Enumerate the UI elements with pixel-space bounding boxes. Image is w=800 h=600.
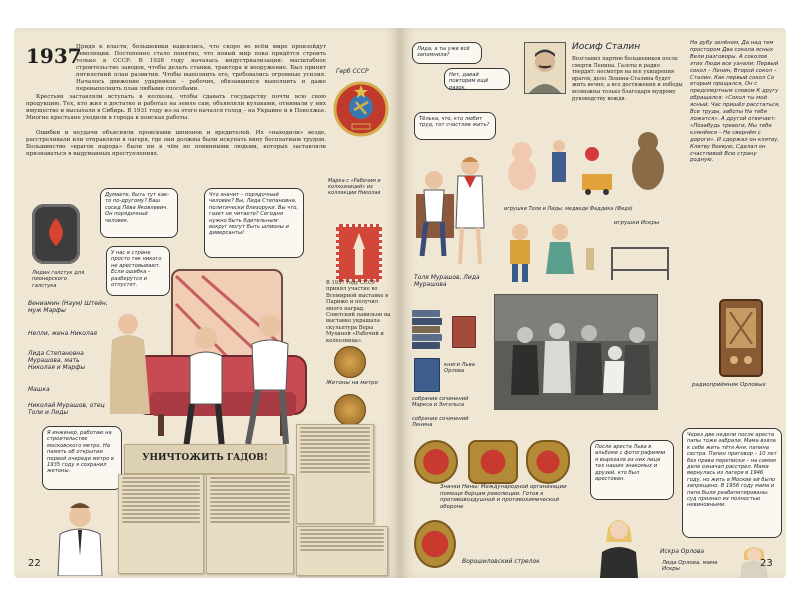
family-photo bbox=[494, 294, 658, 410]
tie-label: Лидин галстук для пионерского галстука bbox=[32, 270, 85, 289]
worker-and-kolkhoz-woman-icon bbox=[339, 227, 379, 279]
song-about-falcons: На дубу зелёном, Да над тем простором Два сокола ясных Вели разговоры. А соколов этих Люди все узнали: Первый сокол – Ленин, Второй сокол – Сталин. Как первый сокол Со вторым прощался, Он с предсмертным словом К другу обращался: «Сокол ты мой ясный, Час пришёл расстаться, Все труды, заботы На тебя ложатся». А другой отвечает: «Позабудь тревоги, Мы тебе клянёмся – Не свернём с дороги». И сдержал он клятву, Клятву боевую, Сделал он счастливой Всю страну родную. bbox=[690, 40, 780, 164]
stalin-description: Возглавил партию большевиков после смерти Ленина. Газеты и радио твердят: несмотря на все ухищрения врагов, дело Ленина-Сталина будет жить вечно, а все достижения и победы возможны только благодаря мудрому руководству вождя. bbox=[572, 56, 683, 102]
speech-bubble-photo-album: После ареста Льва в альбоме с фотографиями я вырезала из них лица тех наших знакомых и друзей, кто был арестован. bbox=[590, 440, 674, 500]
newspaper-column-1 bbox=[118, 474, 204, 574]
mopr-badge bbox=[414, 440, 458, 484]
stalin-portrait bbox=[524, 42, 566, 94]
speech-bubble-vigilance: Что значит – порядочный человек? Вы, Лида Степановна, политически близоруки. Вы что, газет не читаете? Сегодня нужно быть бдительным: вокруг могут быть шпионы и диверсанты! bbox=[204, 188, 304, 258]
name-nikolai: Николай Мурашов, отец Толи и Лиды bbox=[28, 402, 105, 416]
newspaper-column-3 bbox=[296, 424, 374, 524]
speech-bubble-tolya-question: Тёлька, что, кто любит труд, тот счастлив жить? bbox=[414, 112, 496, 140]
newspaper-headline: УНИЧТОЖИТЬ ГАДОВ! bbox=[142, 453, 268, 463]
book-5 bbox=[412, 342, 440, 349]
iskra-toys-illustration bbox=[502, 218, 674, 288]
speech-bubble-tolya-repeat: Нет, давай повторим ещё разок. bbox=[444, 68, 510, 90]
radio-receiver-icon bbox=[718, 298, 764, 378]
badges-label: Значки Нины: Международной организации помощи борцам революции. Готов к противовоздушной и противохимической обороне bbox=[440, 484, 567, 510]
toys-label: игрушки Толи и Лиды: медведи Фаддика (Федя) bbox=[504, 206, 633, 212]
tolya-and-lida-illustration bbox=[414, 144, 494, 272]
right-page bbox=[400, 28, 786, 578]
page-number-left: 22 bbox=[28, 558, 41, 569]
voroshilov-shooter-badge bbox=[414, 520, 456, 568]
iskra-toys-label: игрушки Искры bbox=[614, 220, 660, 226]
pioneer-fire-icon bbox=[32, 204, 80, 264]
tokens-label: Жетоны на метро bbox=[326, 380, 378, 386]
metro-token-1 bbox=[334, 346, 366, 378]
gto-badge bbox=[526, 440, 570, 484]
gerb-label: Герб СССР bbox=[336, 68, 369, 75]
speech-bubble-arrest: У нас в стране просто так никого не арестовывают. Если ошибка – разберутся и отпустят. bbox=[106, 246, 170, 296]
book-blue bbox=[414, 358, 440, 392]
iskra-orlova-label: Искра Орлова bbox=[660, 548, 705, 555]
books-label-lenin: собрание сочинений Ленина bbox=[412, 416, 469, 429]
book-3 bbox=[412, 326, 440, 333]
family-photo-figures bbox=[495, 295, 657, 409]
page-number-right: 23 bbox=[760, 558, 773, 569]
lida-orlova-illustration bbox=[594, 512, 644, 578]
book-red bbox=[452, 316, 476, 348]
radio-label: радиоприёмник Орловых bbox=[692, 382, 766, 388]
left-page bbox=[14, 28, 400, 578]
sniper-label: Ворошиловский стрелок bbox=[462, 558, 540, 565]
newspaper-column-4 bbox=[296, 526, 388, 576]
name-nelli: Нелли, жена Николая bbox=[28, 330, 98, 337]
pvho-badge bbox=[468, 440, 518, 484]
name-mashka: Машка bbox=[28, 386, 50, 393]
stalin-title: Иосиф Сталин bbox=[572, 42, 641, 52]
kids-label: Толя Мурашов, Лида Мурашова bbox=[414, 274, 480, 288]
year-heading: 1937 bbox=[26, 44, 82, 68]
speech-bubble-lida-question: Лида, а ты уже всё запомнила? bbox=[412, 42, 482, 64]
book-4 bbox=[412, 334, 442, 341]
metro-token-2 bbox=[334, 394, 366, 426]
name-lida-stepanovna: Лида Степановна Мурашова, мать Николая и Марфы bbox=[28, 350, 86, 371]
book-1 bbox=[412, 310, 440, 317]
engineer-illustration bbox=[44, 496, 114, 576]
toys-illustration bbox=[502, 124, 674, 204]
pioneer-badge bbox=[32, 204, 80, 264]
book-2 bbox=[412, 318, 442, 325]
stamp-description: В 1937 году СССР принял участие во Всемирной выставке в Париже и получил много наград. Советский павильон на выставке украшала скульптура Веры Мухиной «Рабочий и колхозница». bbox=[326, 280, 391, 344]
family-on-sofa-illustration bbox=[110, 264, 316, 454]
newspaper-headline-clipping bbox=[124, 444, 286, 474]
stamp-worker-kolkhoz bbox=[336, 224, 382, 282]
intro-paragraph-3: Ошибки и неудачи объясняли происками шпионов и вредителей. Их «находили» везде, расстреливали или отправляли в лагеря, где они должны были искупать вину бесплатным трудом. Большинство «врагов народа» были ни в чём не повинными людьми, которых заставляли признаваться в выдуманных преступлениях. bbox=[26, 130, 326, 157]
ussr-coat-of-arms-icon bbox=[332, 80, 390, 138]
books-label-marx: собрание сочинений Маркса и Энгельса bbox=[412, 396, 469, 409]
name-veniamin: Вениамин (Наум) Штейн, муж Марфы bbox=[28, 300, 108, 314]
newspaper-column-2 bbox=[206, 474, 294, 574]
books-label-orlov: книги Льва Орлова bbox=[444, 362, 475, 375]
stalin-portrait-icon bbox=[525, 43, 565, 93]
speech-bubble-engineer: Я инженер, работаю на строительстве московского метро. На память об открытии первой очереди метро в 1935 году я сохранил жетоны. bbox=[42, 426, 122, 490]
speech-bubble-neighbor: Думаете, быть тут как-то по-другому? Ваш сосед Лёва Яковлевич. Он порядочный человек. bbox=[100, 188, 178, 238]
lida-orlova-label: Лида Орлова, мама Искры bbox=[662, 560, 718, 572]
speech-bubble-parents-fate: Через две недели после ареста папы тоже забрали. Мама взяла к себе жить тётя Аня, папина сестра. Папин приговор – 10 лет без права переписки – на самом деле означал расстрел. Мама вернулась из лагеря в 1946 году, но жить в Москве ей было запрещено. В 1956 году мама и папа были реабилитированы: суд признал их полностью невиновными. bbox=[682, 428, 782, 538]
stamp-label: Марка с «Рабочим и колхозницей» из коллекции Николая bbox=[328, 178, 381, 197]
intro-paragraph-1: Придя к власти, большевики надеялись, что скоро во всём мире произойдут революции. Постепенно стало понятно, что новый мир пока придётся строить только в СССР. В 1928 году началась индустриализация: масштабное строительство заводов, чтобы делать станки, трактора и вооружение. Был принят пятилетний план развития. Чтобы выполнить его, требовались огромные усилия. Началось движение ударников – рабочих, обязавшихся выполнить и даже перевыполнить план любыми способами. bbox=[76, 44, 326, 92]
intro-paragraph-2: Крестьян заставляли вступать в колхозы, чтобы сдавать государству почти всю свою продукцию. Тех, кто жил в достатке и работал на земле сам, объявляли кулаками, отнимали у них имущество и высылали в Сибирь. В 1931 году из-за этого начался голод – на Украине и в Поволжье. Многие крестьяне уходили в города в поисках работы. bbox=[26, 94, 326, 121]
